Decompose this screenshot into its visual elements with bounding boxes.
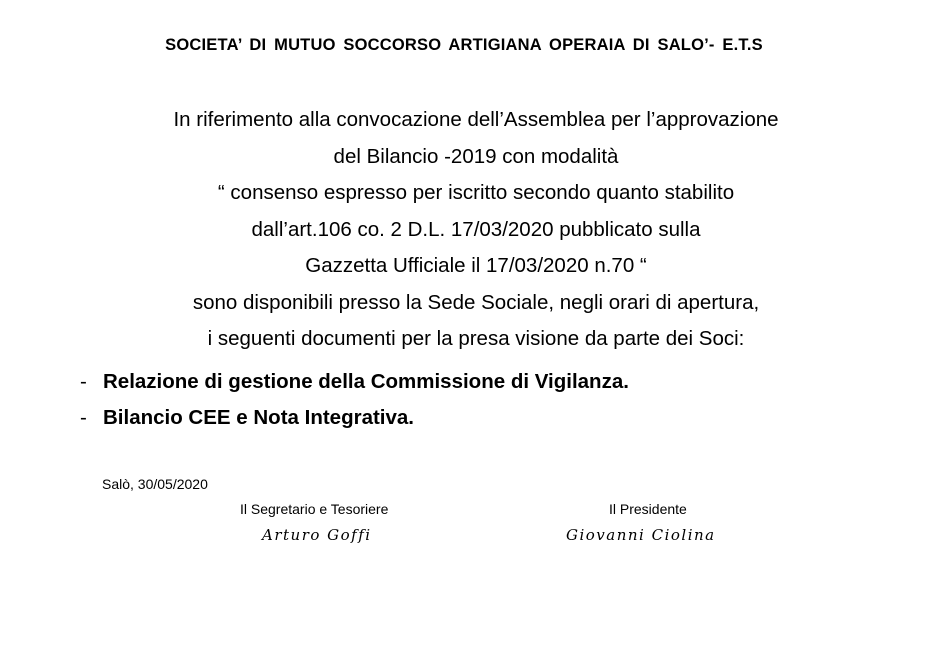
document-item (80, 364, 629, 400)
notice-body (40, 102, 912, 358)
notice-line: Gazzetta Ufficiale il 17/03/2020 n.70 “ (305, 254, 647, 277)
document-item-label: Bilancio CEE e Nota Integrativa. (103, 406, 414, 429)
place-date: Salò, 30/05/2020 (102, 476, 208, 492)
signatory-role-president: Il Presidente (609, 501, 687, 517)
signature-president: Giovanni Ciolina (566, 526, 716, 544)
notice-line: dall’art.106 co. 2 D.L. 17/03/2020 pubblicato sulla (251, 217, 701, 241)
notice-line: i seguenti documenti per la presa visione da parte dei Soci: (207, 327, 745, 350)
documents-list (80, 364, 629, 436)
document-item (80, 400, 629, 436)
signatory-role-secretary: Il Segretario e Tesoriere (240, 501, 389, 517)
organization-title: SOCIETA’ DI MUTUO SOCCORSO ARTIGIANA OPERAIA DI SALO’- E.T.S (165, 36, 763, 54)
notice-line: In riferimento alla convocazione dell’Assemblea per l’approvazione (173, 108, 779, 131)
notice-line: “ consenso espresso per iscritto secondo quanto stabilito (217, 181, 735, 204)
document-item-label: Relazione di gestione della Commissione di Vigilanza. (103, 370, 629, 393)
list-bullet: - (80, 370, 87, 393)
list-bullet: - (80, 406, 87, 429)
notice-line: del Bilancio -2019 con modalità (333, 144, 619, 168)
notice-line: sono disponibili presso la Sede Sociale, negli orari di apertura, (192, 290, 760, 314)
signature-secretary: Arturo Goffi (262, 526, 372, 544)
